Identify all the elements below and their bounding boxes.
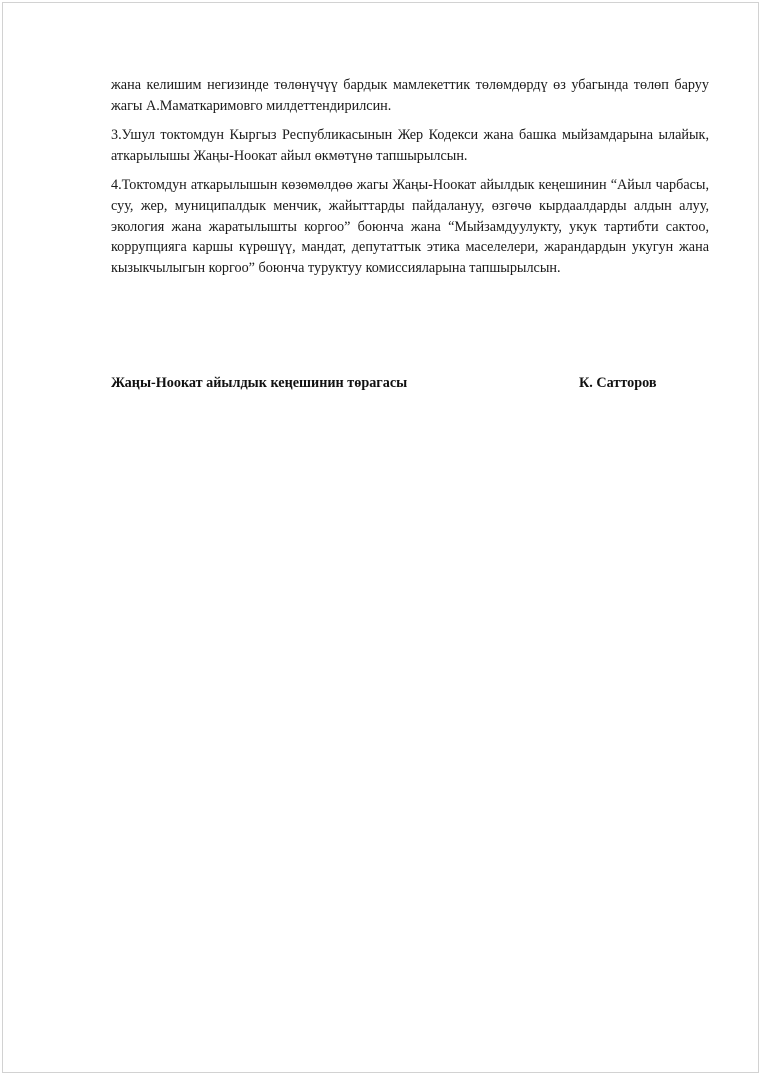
signatory-title: Жаңы-Ноокат айылдык кеңешинин төрагасы: [111, 375, 408, 391]
paragraph-continuation: жана келишим негизинде төлөнүчүү бардык мамлекеттик төлөмдөрдү өз убагында төлөп баруу жагы А.Маматкаримовго милдеттендирилсин.: [111, 77, 709, 114]
document-body: [111, 75, 709, 287]
paragraph-item-4: 4.Токтомдун аткарылышын көзөмөлдөө жагы Жаңы-Ноокат айылдык кеңешинин “Айыл чарбасы, суу, жер, муниципалдык менчик, жайыттарды пайдалануу, өзгөчө кырдаалдарды алдын алуу, экология жана жаратылышты коргоо” боюнча жана “Мыйзамдуулукту, укук тартибти сактоо, коррупцияга каршы күрөшүү, мандат, депутаттык этика маселелери, жарандардын укугун жана кызыкчылыгын коргоо” боюнча туруктуу комиссияларына тапшырылсын.: [111, 177, 709, 276]
paragraph-item-3: 3.Ушул токтомдун Кыргыз Республикасынын Жер Кодекси жана башка мыйзамдарына ылайык, аткарылышы Жаңы-Ноокат айыл өкмөтүнө тапшырылсын.: [111, 127, 709, 164]
document-page: [2, 2, 759, 1073]
signatory-name: К. Сатторов: [579, 375, 657, 391]
